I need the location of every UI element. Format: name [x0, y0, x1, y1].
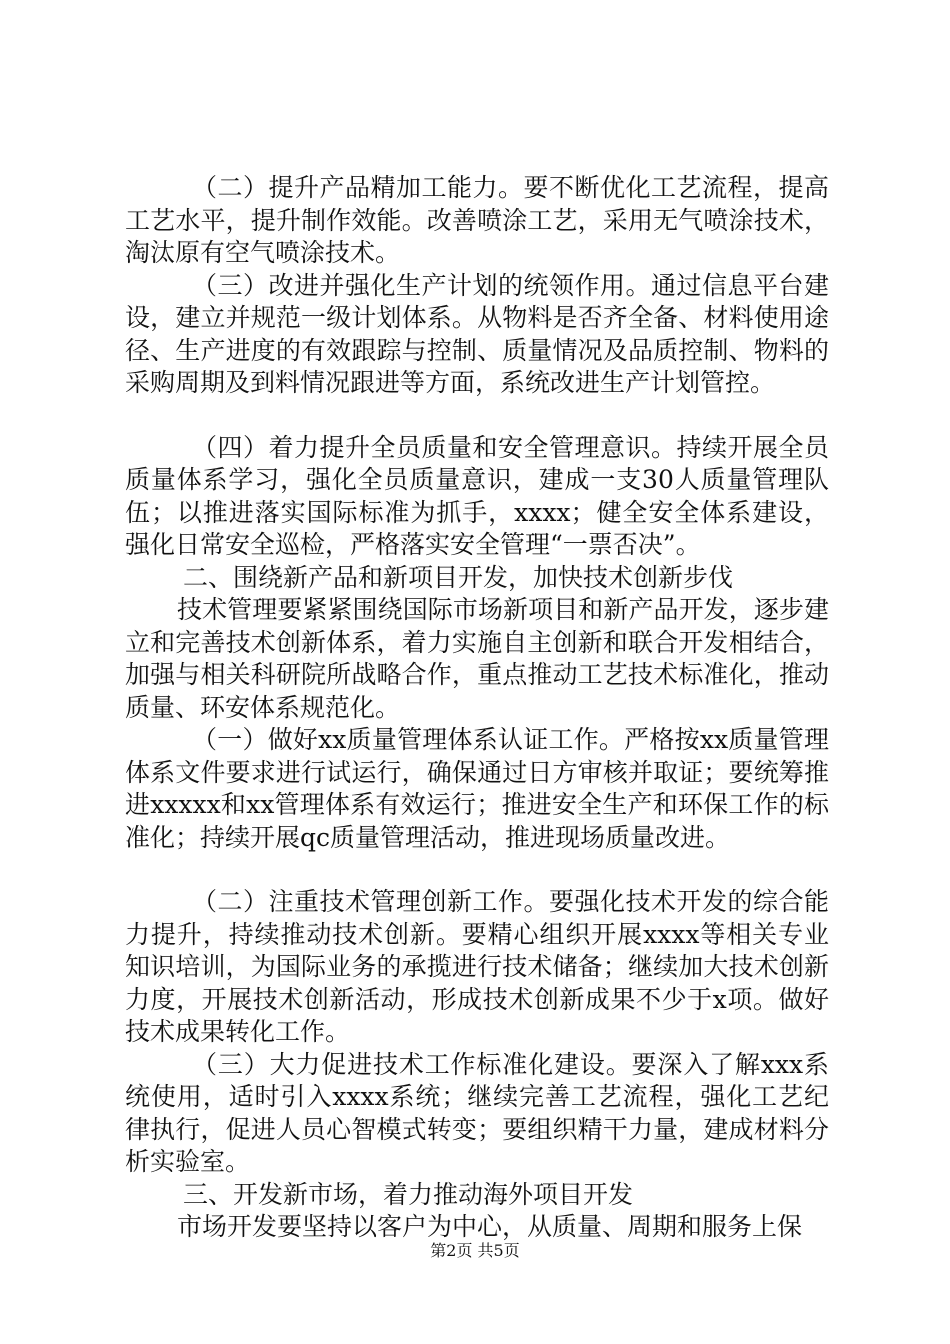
page-number-footer: 第2页 共5页	[430, 1241, 520, 1260]
paragraph-innovation-work: （二）注重技术管理创新工作。要强化技术开发的综合能力提升，持续推动技术创新。要精心组织开展xxxx等相关专业知识培训，为国际业务的承揽进行技术储备；继续加大技术创新力度，开展技术创新活动，形成技术创新成果不少于x项。做好技术成果转化工作。	[125, 887, 829, 1046]
paragraph-market-development: 市场开发要坚持以客户为中心，从质量、周期和服务上保	[177, 1212, 803, 1241]
paragraph-quality-safety: （四）着力提升全员质量和安全管理意识。持续开展全员质量体系学习，强化全员质量意识，建成一支30人质量管理队伍；以推进落实国际标准为抓手，xxxx；健全安全体系建设，强化日常安全巡检，严格落实安全管理“一票否决”。	[125, 432, 829, 559]
section-heading-new-market: 三、开发新市场，着力推动海外项目开发	[183, 1179, 634, 1209]
document-body	[125, 172, 829, 1244]
paragraph-spacer	[125, 400, 829, 432]
paragraph-quality-certification: （一）做好xx质量管理体系认证工作。严格按xx质量管理体系文件要求进行试运行，确保通过日方审核并取证；要统筹推进xxxxx和xx管理体系有效运行；推进安全生产和环保工作的标准化；持续开展qc质量管理活动，推进现场质量改进。	[125, 725, 829, 852]
paragraph-production-planning: （三）改进并强化生产计划的统领作用。通过信息平台建设，建立并规范一级计划体系。从物料是否齐全备、材料使用途径、生产进度的有效跟踪与控制、质量情况及品质控制、物料的采购周期及到料情况跟进等方面，系统改进生产计划管控。	[125, 270, 829, 397]
paragraph-improve-finishing: （二）提升产品精加工能力。要不断优化工艺流程，提高工艺水平，提升制作效能。改善喷涂工艺，采用无气喷涂技术，淘汰原有空气喷涂技术。	[125, 173, 829, 267]
paragraph-tech-management: 技术管理要紧紧围绕国际市场新项目和新产品开发，逐步建立和完善技术创新体系，着力实施自主创新和联合开发相结合，加强与相关科研院所战略合作，重点推动工艺技术标准化，推动质量、环安体系规范化。	[125, 595, 829, 722]
section-heading-tech-innovation: 二、围绕新产品和新项目开发，加快技术创新步伐	[183, 562, 734, 592]
paragraph-spacer	[125, 854, 829, 886]
paragraph-standardization: （三）大力促进技术工作标准化建设。要深入了解xxx系统使用，适时引入xxxx系统；继续完善工艺流程，强化工艺纪律执行，促进人员心智模式转变；要组织精干力量，建成材料分析实验室。	[125, 1049, 829, 1176]
